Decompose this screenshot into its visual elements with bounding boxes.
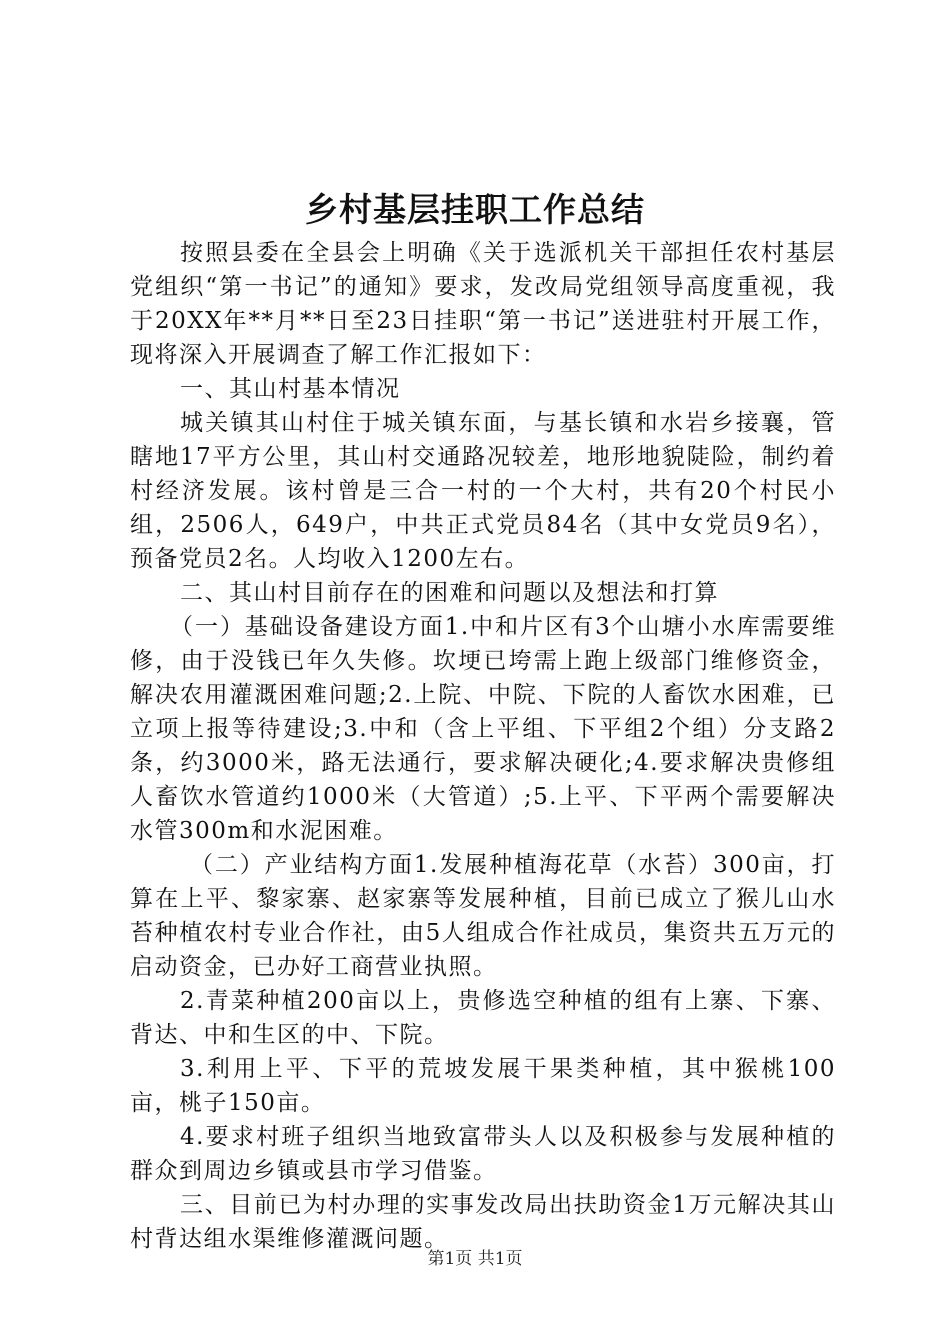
paragraph-fruit: 3.利用上平、下平的荒坡发展干果类种植，其中猴桃100亩，桃子150亩。 <box>130 1056 836 1116</box>
paragraph-infrastructure: （一）基础设备建设方面1.中和片区有3个山塘小水库需要维修，由于没钱已年久失修。坎埂已垮需上跑上级部门维修资金，解决农用灌溉困难问题;2.上院、中院、下院的人畜饮水困难，已立项上报等待建设;3.中和（含上平组、下平组2个组）分支路2条，约3000米，路无法通行，要求解决硬化;4.要求解决贵修组人畜饮水管道约1000米（大管道）;5.上平、下平两个需要解决水管300m和水泥困难。 <box>130 614 836 844</box>
section-heading-3: 三、目前已为村办理的实事发改局出扶助资金1万元解决其山村背达组水渠维修灌溉问题。 <box>130 1192 836 1252</box>
section-heading-2: 二、其山村目前存在的困难和问题以及想法和打算 <box>180 580 719 606</box>
paragraph-vegetables: 2.青菜种植200亩以上，贵修选空种植的组有上寨、下寨、背达、中和生区的中、下院。 <box>130 988 836 1048</box>
section-heading-1: 一、其山村基本情况 <box>180 376 401 402</box>
page-footer: 第1页 共1页 <box>427 1249 523 1269</box>
document-body <box>130 236 836 1256</box>
paragraph-basic-info: 城关镇其山村住于城关镇东面，与基长镇和水岩乡接襄，管瞎地17平方公里，其山村交通路况较差，地形地貌陡险，制约着村经济发展。该村曾是三合一村的一个大村，共有20个村民小组，2506人，649户，中共正式党员84名（其中女党员9名），预备党员2名。人均收入1200左右。 <box>130 410 836 572</box>
paragraph-intro: 按照县委在全县会上明确《关于选派机关干部担任农村基层党组织“第一书记”的通知》要求，发改局党组领导高度重视，我于20XX年**月**日至23日挂职“第一书记”送进驻村开展工作，现将深入开展调查了解工作汇报如下： <box>130 240 836 368</box>
paragraph-learning: 4.要求村班子组织当地致富带头人以及积极参与发展种植的群众到周边乡镇或县市学习借鉴。 <box>130 1124 836 1184</box>
document-title: 乡村基层挂职工作总结 <box>305 190 645 229</box>
paragraph-industry: （二）产业结构方面1.发展种植海花草（水苔）300亩，打算在上平、黎家寨、赵家寨等发展种植，目前已成立了猴儿山水苔种植农村专业合作社，由5人组成合作社成员，集资共五万元的启动资金，已办好工商营业执照。 <box>130 852 836 980</box>
